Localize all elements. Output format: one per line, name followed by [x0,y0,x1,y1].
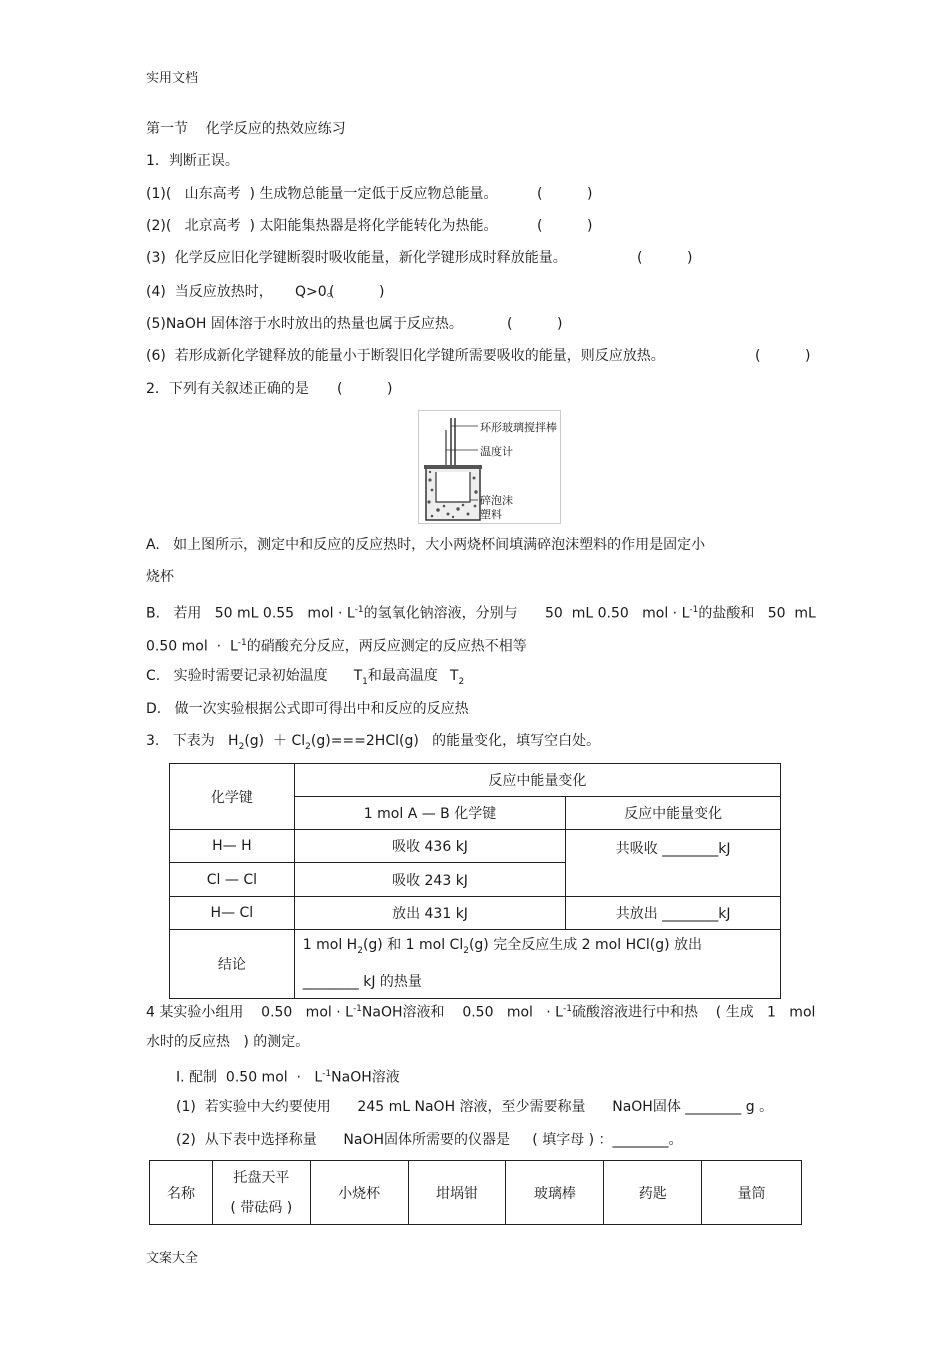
per-bond-cell: 吸收 436 kJ [294,830,566,863]
balance-note: ( 带砝码 ) [230,1199,293,1216]
q2-option-b-part1: B. 若用 50 mL 0.55 mol · L [146,605,355,622]
q2-stem: 2．下列有关叙述正确的是 [146,381,309,397]
q2-option-b-part2: 的氢氧化钠溶液，分别与 [363,605,518,622]
bond-cell: H— H [170,830,295,863]
conclusion-part2: (g) 和 1 mol Cl [362,937,464,953]
q2-option-a-line2: 烧杯 [146,569,174,585]
q1-item-2: (2)( 北京高考 ) 太阳能集热器是将化学能转化为热能。 [146,218,498,234]
q1-item-1-paren: ( ) [537,186,593,202]
cl2-sub: 2 [463,945,469,956]
conclusion-part3: (g) 完全反应生成 2 mol HCl(g) 放出 [468,937,703,953]
unit-sup: -1 [322,1069,332,1079]
q4-part-2: (2) 从下表中选择称量 NaOH固体所需要的仪器是 ( 填字母 ) ：________。 [176,1132,683,1148]
h2-sub: 2 [238,741,245,752]
unit-sup: -1 [689,605,699,615]
instrument-spoon: 药匙 [604,1161,702,1225]
q2-option-b-line1-right [545,601,816,623]
q3-stem-part2: (g) ＋ Cl [244,733,306,749]
q1-item-3-paren: ( ) [637,250,693,266]
header-energy-change: 反应中能量变化 [294,764,780,797]
page-header: 实用文档 [146,71,199,86]
header-bond: 化学键 [170,764,295,830]
h2-sub: 2 [357,945,363,956]
q2-option-c-t1: T [353,668,363,684]
q2-option-b-part3: 50 mL 0.50 mol · L [545,605,690,622]
q4-section-1-part2: NaOH溶液 [331,1069,400,1086]
total-cell: 共放出 ________kJ [566,897,781,930]
instrument-label: 名称 [150,1161,213,1225]
q1-item-2-paren: ( ) [537,218,593,234]
instrument-glass-rod: 玻璃棒 [506,1161,604,1225]
unit-sup: -1 [237,638,247,648]
conclusion-label: 结论 [170,930,295,999]
instrument-balance [212,1161,310,1225]
conclusion-line2: ________ kJ 的热量 [302,973,422,990]
q4-part-1: (1) 若实验中大约要使用 245 mL NaOH 溶液，至少需要称量 NaOH固体 ________ g 。 [176,1099,774,1115]
q4-part3: 硫酸溶液进行中和热 ( 生成 1 mol [571,1004,816,1021]
figure-label-stirrer: 环形玻璃搅拌棒 [480,421,557,434]
q1-item-6: (6) 若形成新化学键释放的能量小于断裂旧化学键所需要吸收的能量，则反应放热。 [146,348,665,364]
q3-stem [146,732,600,756]
bond-cell: H— Cl [170,897,295,930]
q2-option-c-part2: 和最高温度 [367,668,438,684]
q2-paren: ( ) [337,381,393,397]
unit-sup: -1 [352,1004,362,1014]
balance-name: 托盘天平 [233,1169,290,1186]
q1-item-4-paren: ( ) [329,284,385,300]
q1-item-1: (1)( 山东高考 ) 生成物总能量一定低于反应物总能量。 [146,186,498,202]
conclusion-cell [294,930,780,999]
q4-section-1 [176,1065,400,1087]
q2-option-b-part6: 的硝酸充分反应，两反应测定的反应热不相等 [246,638,527,655]
unit-sup: -1 [563,1004,572,1014]
q2-option-d: D. 做一次实验根据公式即可得出中和反应的反应热 [146,701,469,717]
bond-energy-table [169,763,781,999]
q4-line2: 水时的反应热 ) 的测定。 [146,1034,310,1050]
q4-part2: NaOH溶液和 0.50 mol · L [361,1004,563,1021]
q2-option-c-t2: T [449,668,459,684]
t1-sub: 1 [362,676,368,687]
q4-line1 [146,1000,815,1022]
page-footer: 文案大全 [146,1251,199,1266]
q3-stem-part3: (g)===2HCl(g) 的能量变化，填写空白处。 [310,733,601,749]
t2-sub: 2 [458,676,465,687]
unit-sup: -1 [354,605,364,615]
q1-stem: 1．判断正误。 [146,153,239,169]
header-per-bond: 1 mol A — B 化学键 [294,797,566,830]
q1-item-6-paren: ( ) [755,348,811,364]
q2-option-b-part5: 0.50 mol · L [146,638,238,655]
instrument-tongs: 坩埚钳 [408,1161,506,1225]
q2-option-b-part4: 的盐酸和 50 mL [698,605,816,622]
q1-item-5-paren: ( ) [507,316,563,332]
q2-option-b-line1 [146,601,518,623]
figure-label-foam: 碎泡沫 [480,494,513,507]
q4-part1: 4 某实验小组用 0.50 mol · L [146,1004,353,1021]
instrument-beaker: 小烧杯 [310,1161,408,1225]
cl2-sub: 2 [305,741,311,752]
q2-option-c-part1: C. 实验时需要记录初始温度 [146,668,328,684]
q2-option-b-line2 [146,634,527,656]
bond-cell: Cl — Cl [170,863,295,897]
header-total-change: 反应中能量变化 [566,797,781,830]
q1-item-3: (3) 化学反应旧化学键断裂时吸收能量，新化学键形成时释放能量。 [146,250,567,266]
q4-section-1-part1: Ⅰ. 配制 0.50 mol · L [176,1069,323,1086]
total-cell: 共吸收 ________kJ [566,830,781,897]
q2-option-c [146,667,464,691]
instrument-table [149,1160,802,1225]
figure-label-thermometer: 温度计 [480,445,513,458]
conclusion-part1: 1 mol H [302,937,358,953]
q3-stem-part1: 3. 下表为 H [146,733,239,749]
q1-item-5: (5)NaOH 固体溶于水时放出的热量也属于反应热。 [146,316,463,332]
per-bond-cell: 吸收 243 kJ [294,863,566,897]
q2-option-a-line1: A. 如上图所示，测定中和反应的反应热时，大小两烧杯间填满碎泡沫塑料的作用是固定小 [146,537,706,553]
section-title: 第一节 化学反应的热效应练习 [146,121,346,137]
instrument-cylinder: 量筒 [702,1161,802,1225]
conclusion-line1 [303,930,780,967]
figure-label-plastic: 塑料 [480,508,502,521]
per-bond-cell: 放出 431 kJ [294,897,566,930]
q1-item-4: (4) 当反应放热时， Q>0。 [146,284,341,300]
